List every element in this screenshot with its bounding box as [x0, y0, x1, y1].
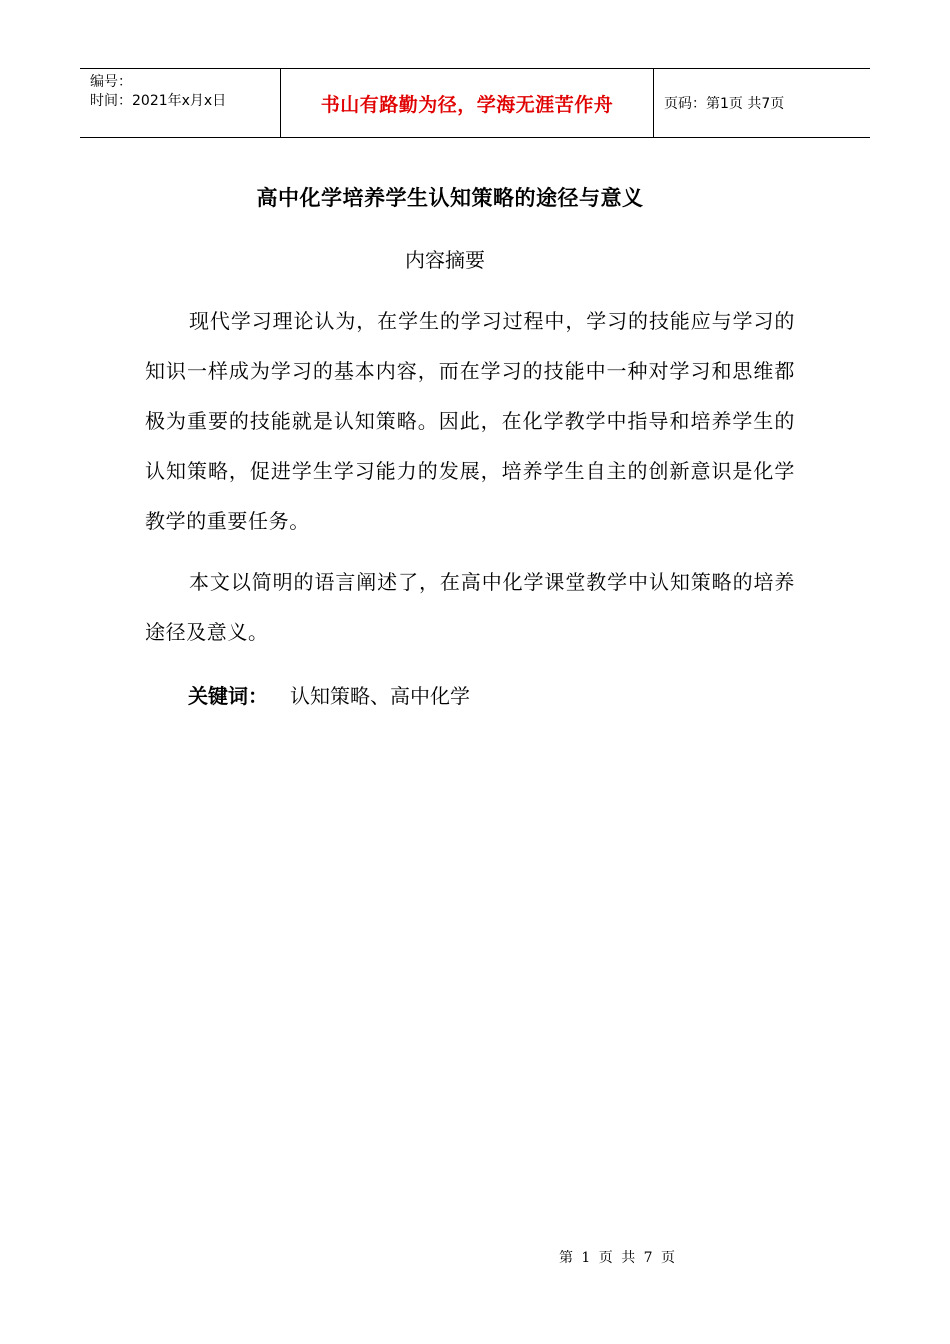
- abstract-heading: 内容摘要: [405, 248, 485, 272]
- keywords-value: 认知策略、高中化学: [290, 684, 470, 708]
- page-footer: 第 1 页 共 7 页: [558, 1250, 676, 1266]
- header-info-cell: [80, 69, 281, 137]
- header-page-info: 页码：第1页 共7页: [664, 96, 785, 112]
- abstract-paragraph: 本文以简明的语言阐述了，在高中化学课堂教学中认知策略的培养途径及意义。: [145, 570, 795, 644]
- document-title: 高中化学培养学生认知策略的途径与意义: [256, 186, 644, 210]
- document-header: [80, 68, 870, 138]
- serial-number-label: 编号：: [90, 74, 132, 90]
- abstract-paragraph: 现代学习理论认为，在学生的学习过程中，学习的技能应与学习的知识一样成为学习的基本内容，而在学习的技能中一种对学习和思维都极为重要的技能就是认知策略。因此，在化学教学中指导和培养学生的认知策略，促进学生学习能力的发展，培养学生自主的创新意识是化学教学的重要任务。: [145, 309, 795, 533]
- keywords-label: 关键词：: [188, 684, 268, 708]
- keywords-line: [188, 680, 470, 709]
- date-label: 时间：2021年x月x日: [90, 93, 227, 109]
- motto-text: 书山有路勤为径，学海无涯苦作舟: [320, 93, 614, 116]
- header-page-cell: [654, 69, 870, 137]
- header-motto-cell: [281, 69, 654, 137]
